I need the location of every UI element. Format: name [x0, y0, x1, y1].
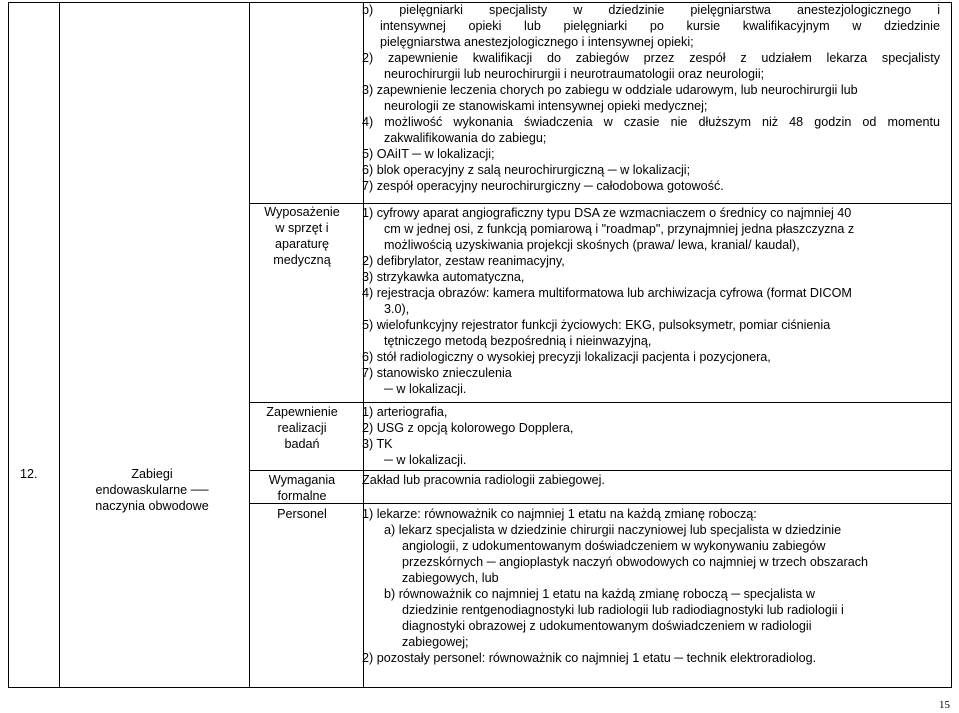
- formal-content: [362, 472, 940, 488]
- text-line: 1) cyfrowy aparat angiograficzny typu DSA ze wzmacniaczem o średnicy co najmniej 40: [362, 206, 852, 220]
- text-line: 3.0),: [384, 302, 410, 316]
- row-number: 12.: [20, 467, 38, 481]
- personnel-label: [247, 506, 357, 522]
- text-line: b) pielęgniarki specjalisty w dziedzinie pielęgniarstwa anestezjologicznego i: [362, 3, 940, 17]
- title-line: endowaskularne ──: [95, 483, 209, 497]
- text-line: 1) arteriografia,: [362, 405, 448, 419]
- text-line: 6) stół radiologiczny o wysokiej precyzji lokalizacji pacjenta i pozycjonera,: [362, 350, 771, 364]
- text-line: przezskórnych ─ angioplastyk naczyń obwodowych co najmniej w trzech obszarach: [402, 555, 869, 569]
- text-line: 7) zespół operacyjny neurochirurgiczny ─ całodobowa gotowość.: [362, 179, 724, 193]
- text-line: diagnostyki obrazowej z udokumentowanym doświadczeniem w radiologii: [402, 619, 812, 633]
- equipment-content: [362, 205, 940, 397]
- text-line: angiologii, z udokumentowanym doświadczeniem w wykonywaniu zabiegów: [402, 539, 826, 553]
- procedure-title: [64, 466, 240, 514]
- column-divider: [249, 3, 250, 687]
- text-line: dziedzinie rentgenodiagnostyki lub radiologii lub radiodiagnostyki lub radiologii i: [402, 603, 844, 617]
- personnel-content: [362, 506, 940, 666]
- text-line: pielęgniarstwa anestezjologicznego i intensywnej opieki;: [380, 35, 694, 49]
- text-line: zakwalifikowania do zabiegu;: [384, 131, 547, 145]
- label-line: formalne: [277, 489, 327, 503]
- text-line: cm w jednej osi, z funkcją pomiarową i "roadmap", przynajmniej jedna płaszczyzna z: [384, 222, 855, 236]
- label-line: Zapewnienie: [266, 405, 338, 419]
- text-line: 2) zapewnienie kwalifikacji do zabiegów przez zespół z udziałem lekarza specjalisty: [362, 51, 940, 65]
- formal-label: [247, 472, 357, 504]
- label-line: badań: [284, 437, 320, 451]
- label-line: medyczną: [273, 253, 331, 267]
- text-line: 6) blok operacyjny z salą neurochirurgiczną ─ w lokalizacji;: [362, 163, 691, 177]
- text-line: tętniczego metodą bezpośrednią i nieinwazyjną,: [384, 334, 652, 348]
- page-number: 15: [939, 699, 950, 711]
- label-line: Personel: [277, 507, 327, 521]
- text-line: neurochirurgii lub neurochirurgii i neurotraumatologii oraz neurologii;: [384, 67, 765, 81]
- text-line: 3) TK: [362, 437, 393, 451]
- equipment-label: [247, 204, 357, 268]
- text-line: a) lekarz specjalista w dziedzinie chirurgii naczyniowej lub specjalista w dziedzinie: [384, 523, 842, 537]
- text-line: 1) lekarze: równoważnik co najmniej 1 etatu na każdą zmianę roboczą:: [362, 507, 757, 521]
- studies-label: [247, 404, 357, 452]
- text-line: 2) defibrylator, zestaw reanimacyjny,: [362, 254, 565, 268]
- section-top-content: [362, 2, 940, 194]
- text-line: 2) USG z opcją kolorowego Dopplera,: [362, 421, 574, 435]
- label-line: w sprzęt i: [275, 221, 329, 235]
- text-line: zabiegowej;: [402, 635, 469, 649]
- text-line: ─ w lokalizacji.: [384, 453, 467, 467]
- column-divider: [59, 3, 60, 687]
- text-line: możliwością uzyskiwania projekcji skośnych (prawa/ lewa, kranial/ kaudal),: [384, 238, 800, 252]
- label-line: realizacji: [277, 421, 327, 435]
- text-line: 5) OAiIT ─ w lokalizacji;: [362, 147, 495, 161]
- text-line: 3) zapewnienie leczenia chorych po zabiegu w oddziale udarowym, lub neurochirurgii lub: [362, 83, 858, 97]
- row-divider: [249, 402, 951, 403]
- text-line: Zakład lub pracownia radiologii zabiegowej.: [362, 473, 605, 487]
- row-divider: [249, 470, 951, 471]
- text-line: b) równoważnik co najmniej 1 etatu na każdą zmianę roboczą ─ specjalista w: [384, 587, 816, 601]
- text-line: ─ w lokalizacji.: [384, 382, 467, 396]
- title-line: naczynia obwodowe: [95, 499, 209, 513]
- text-line: 7) stanowisko znieczulenia: [362, 366, 512, 380]
- text-line: 4) możliwość wykonania świadczenia w czasie nie dłuższym niż 48 godzin od momentu: [362, 115, 940, 129]
- text-line: zabiegowych, lub: [402, 571, 499, 585]
- label-line: Wymagania: [268, 473, 336, 487]
- text-line: 5) wielofunkcyjny rejestrator funkcji życiowych: EKG, pulsoksymetr, pomiar ciśnienia: [362, 318, 831, 332]
- text-line: 4) rejestracja obrazów: kamera multiformatowa lub archiwizacja cyfrowa (format DICOM: [362, 286, 852, 300]
- text-line: 2) pozostały personel: równoważnik co najmniej 1 etatu ─ technik elektroradiolog.: [362, 651, 817, 665]
- label-line: Wyposażenie: [264, 205, 340, 219]
- studies-content: [362, 404, 940, 468]
- text-line: intensywnej opieki lub pielęgniarki po kursie kwalifikacyjnym w dziedzinie: [380, 19, 940, 33]
- text-line: 3) strzykawka automatyczna,: [362, 270, 525, 284]
- title-line: Zabiegi: [131, 467, 173, 481]
- text-line: neurologii ze stanowiskami intensywnej opieki medycznej;: [384, 99, 708, 113]
- label-line: aparaturę: [275, 237, 329, 251]
